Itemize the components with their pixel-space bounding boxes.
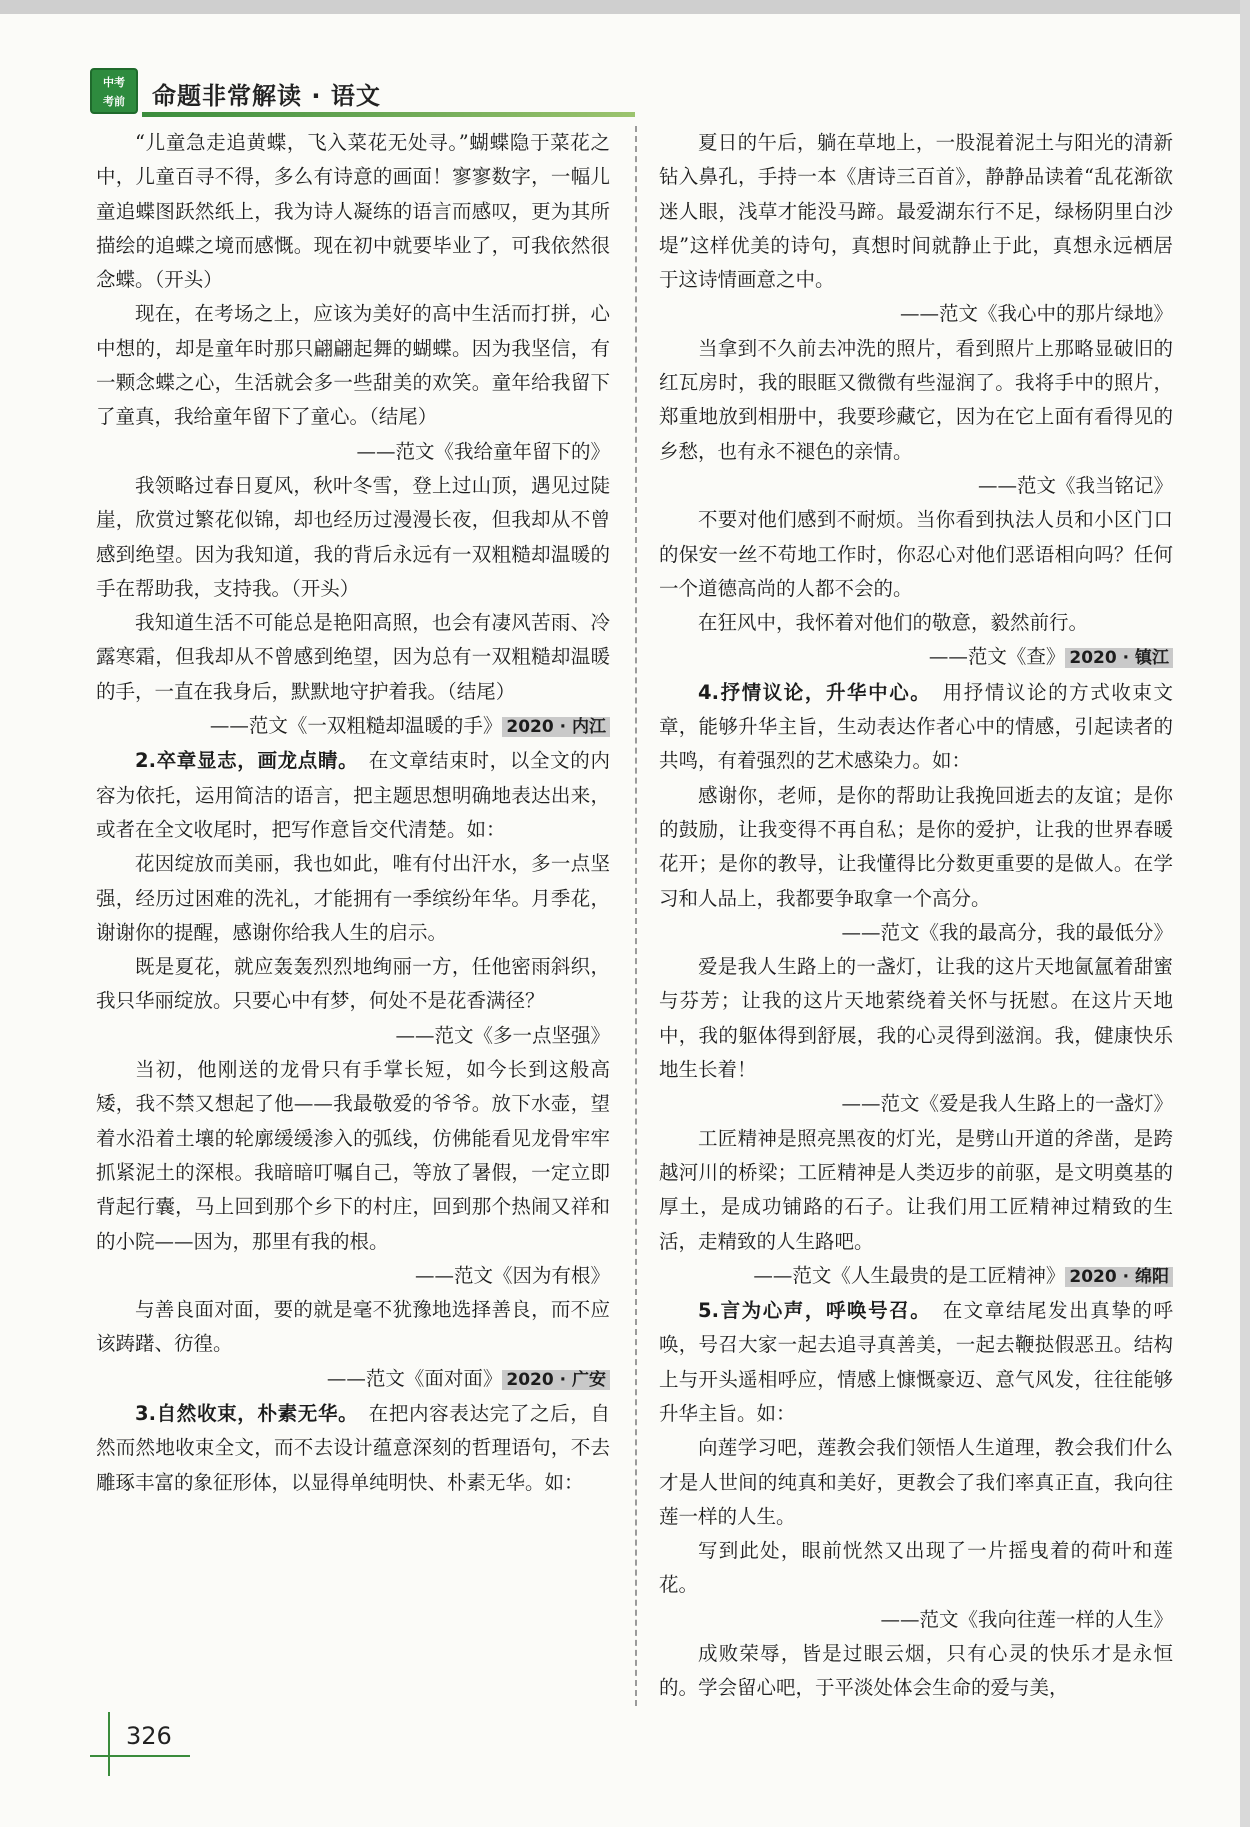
exam-source-tag: 2020 · 镇江 [1065, 648, 1173, 668]
page-number: 326 [126, 1722, 172, 1750]
method-heading [659, 1294, 1173, 1431]
book-logo-icon: 中考 考前 [90, 68, 138, 114]
method-heading [96, 1397, 610, 1500]
exam-source-tag: 2020 · 广安 [502, 1370, 610, 1390]
source-citation [96, 709, 610, 744]
method-title: 卒章显志，画龙点睛。 [155, 749, 349, 773]
source-citation [96, 1259, 610, 1293]
method-number: 3. [135, 1401, 156, 1425]
method-number: 2. [135, 749, 156, 773]
method-number: 4. [698, 680, 719, 704]
source-title: ——范文《爱是我人生路上的一盏灯》 [841, 1092, 1173, 1116]
source-citation [96, 1362, 610, 1397]
body-paragraph: 夏日的午后，躺在草地上，一股混着泥土与阳光的清新钻入鼻孔，手持一本《唐诗三百首》，静静品读着“乱花渐欲迷人眼，浅草才能没马蹄。最爱湖东行不足，绿杨阴里白沙堤”这样优美的诗句，真想时间就静止于此，真想永远栖居于这诗情画意之中。 [659, 131, 1173, 292]
footer-rule-horizontal [90, 1755, 190, 1757]
source-title: ——范文《我心中的那片绿地》 [899, 302, 1173, 326]
method-description: 在文章结尾发出真挚的呼唤，号召大家一起去追寻真善美，一起去鞭挞假恶丑。结构上与开头遥相呼应，情感上慷慨豪迈、意气风发，往往能够升华主旨。如： [659, 1299, 1173, 1425]
source-citation [96, 435, 610, 469]
body-paragraph: 当初，他刚送的龙骨只有手掌长短，如今长到这般高矮，我不禁又想起了他——我最敬爱的爷爷。放下水壶，望着水沿着土壤的轮廓缓缓渗入的弧线，仿佛能看见龙骨牢牢抓紧泥土的深根。我暗暗叮嘱自己，等放了暑假，一定立即背起行囊，马上回到那个乡下的村庄，回到那个热闹又祥和的小院——因为，那里有我的根。 [96, 1058, 610, 1253]
source-citation [659, 1087, 1173, 1121]
source-citation [659, 297, 1173, 331]
source-citation [659, 469, 1173, 503]
body-paragraph: 当拿到不久前去冲洗的照片，看到照片上那略显破旧的红瓦房时，我的眼眶又微微有些湿润了。我将手中的照片，郑重地放到相册中，我要珍藏它，因为在它上面有看得见的乡愁，也有永不褪色的亲情。 [659, 336, 1173, 463]
source-title: ——范文《我当铭记》 [977, 473, 1173, 497]
method-description: 在文章结束时，以全文的内容为依托，运用简洁的语言，把主题思想明确地表达出来，或者在全文收尾时，把写作意旨交代清楚。如： [96, 749, 610, 841]
source-title: ——范文《我向往莲一样的人生》 [880, 1607, 1173, 1631]
source-title: ——范文《人生最贵的是工匠精神》 [753, 1263, 1066, 1287]
source-citation [96, 1019, 610, 1053]
body-paragraph: 写到此处，眼前恍然又出现了一片摇曳着的荷叶和莲花。 [659, 1539, 1173, 1597]
method-title: 自然收束，朴素无华。 [155, 1401, 349, 1425]
source-citation [659, 916, 1173, 950]
method-description: 在把内容表达完了之后，自然而然地收束全文，而不去设计蕴意深刻的哲理语句，不去雕琢丰富的象征形体，以显得单纯明快、朴素无华。如： [96, 1401, 610, 1494]
column-divider [635, 126, 637, 1706]
body-paragraph: 不要对他们感到不耐烦。当你看到执法人员和小区门口的保安一丝不苟地工作时，你忍心对他们恶语相向吗？任何一个道德高尚的人都不会的。 [659, 508, 1173, 600]
method-description: 用抒情议论的方式收束文章，能够升华主旨，生动表达作者心中的情感，引起读者的共鸣，有着强烈的艺术感染力。如： [659, 680, 1173, 773]
body-paragraph: 我领略过春日夏风，秋叶冬雪，登上过山顶，遇见过陡崖，欣赏过繁花似锦，却也经历过漫漫长夜，但我却从不曾感到绝望。因为我知道，我的背后永远有一双粗糙却温暖的手在帮助我，支持我。（开头） [96, 473, 610, 600]
method-number: 5. [698, 1299, 719, 1323]
body-paragraph: 既是夏花，就应轰轰烈烈地绚丽一方，任他密雨斜织，我只华丽绽放。只要心中有梦，何处不是花香满径？ [96, 955, 610, 1013]
source-title: ——范文《面对面》 [326, 1366, 503, 1390]
source-citation [659, 1603, 1173, 1637]
method-title: 抒情议论，升华中心。 [718, 680, 922, 704]
source-title: ——范文《因为有根》 [414, 1263, 610, 1287]
footer-rule-vertical [108, 1712, 110, 1776]
scan-edge-top [0, 0, 1250, 14]
body-paragraph: 现在，在考场之上，应该为美好的高中生活而打拼，心中想的，却是童年时那只翩翩起舞的蝴蝶。因为我坚信，有一颗念蝶之心，生活就会多一些甜美的欢笑。童年给我留下了童真，我给童年留下了童心。（结尾） [96, 302, 610, 429]
body-paragraph: 工匠精神是照亮黑夜的灯光，是劈山开道的斧凿，是跨越河川的桥梁；工匠精神是人类迈步的前驱，是文明奠基的厚土，是成功铺路的石子。让我们用工匠精神过精致的生活，走精致的人生路吧。 [659, 1126, 1173, 1253]
right-column [659, 126, 1173, 1706]
body-paragraph: 与善良面对面，要的就是毫不犹豫地选择善良，而不应该踌躇、彷徨。 [96, 1298, 610, 1356]
body-paragraph: 我知道生活不可能总是艳阳高照，也会有凄风苦雨、冷露寒霜，但我却从不曾感到绝望，因为总有一双粗糙却温暖的手，一直在我身后，默默地守护着我。（结尾） [96, 611, 610, 703]
source-title: ——范文《多一点坚强》 [395, 1023, 610, 1047]
body-paragraph: 花因绽放而美丽，我也如此，唯有付出汗水，多一点坚强，经历过困难的洗礼，才能拥有一季缤纷年华。月季花，谢谢你的提醒，感谢你给我人生的启示。 [96, 852, 610, 944]
source-citation [659, 640, 1173, 675]
page-title: 命题非常解读 · 语文 [152, 82, 381, 110]
source-title: ——范文《我给童年留下的》 [356, 439, 610, 463]
method-heading [659, 676, 1173, 779]
exam-source-tag: 2020 · 绵阳 [1065, 1267, 1173, 1287]
body-paragraph: 在狂风中，我怀着对他们的敬意，毅然前行。 [698, 611, 1089, 635]
source-title: ——范文《一双粗糙却温暖的手》 [209, 714, 503, 738]
source-citation [659, 1259, 1173, 1294]
scan-edge-right [1240, 0, 1250, 1827]
method-title: 言为心声，呼唤号召。 [718, 1299, 922, 1323]
header-rule [142, 112, 635, 117]
body-paragraph: 感谢你，老师，是你的帮助让我挽回逝去的友谊；是你的鼓励，让我变得不再自私；是你的爱护，让我的世界春暖花开；是你的教导，让我懂得比分数更重要的是做人。在学习和人品上，我都要争取拿一个高分。 [659, 783, 1173, 910]
body-paragraph: 向莲学习吧，莲教会我们领悟人生道理，教会我们什么才是人世间的纯真和美好，更教会了我们率真正直，我向往莲一样的人生。 [659, 1436, 1173, 1528]
method-heading [96, 744, 610, 847]
body-paragraph: “儿童急走追黄蝶，飞入菜花无处寻。”蝴蝶隐于菜花之中，儿童百寻不得，多么有诗意的画面！寥寥数字，一幅儿童追蝶图跃然纸上，我为诗人凝练的语言而感叹，更为其所描绘的追蝶之境而感慨。现在初中就要毕业了，可我依然很念蝶。（开头） [96, 131, 610, 292]
exam-source-tag: 2020 · 内江 [502, 717, 610, 737]
body-paragraph: 成败荣辱，皆是过眼云烟，只有心灵的快乐才是永恒的。学会留心吧，于平淡处体会生命的爱与美， [659, 1642, 1173, 1700]
page-header [90, 68, 635, 118]
source-title: ——范文《我的最高分，我的最低分》 [841, 920, 1173, 944]
left-column [96, 126, 610, 1500]
source-title: ——范文《查》 [928, 645, 1066, 669]
body-paragraph: 爱是我人生路上的一盏灯，让我的这片天地氤氲着甜蜜与芬芳；让我的这片天地萦绕着关怀与抚慰。在这片天地中，我的躯体得到舒展，我的心灵得到滋润。我，健康快乐地生长着！ [659, 955, 1173, 1082]
